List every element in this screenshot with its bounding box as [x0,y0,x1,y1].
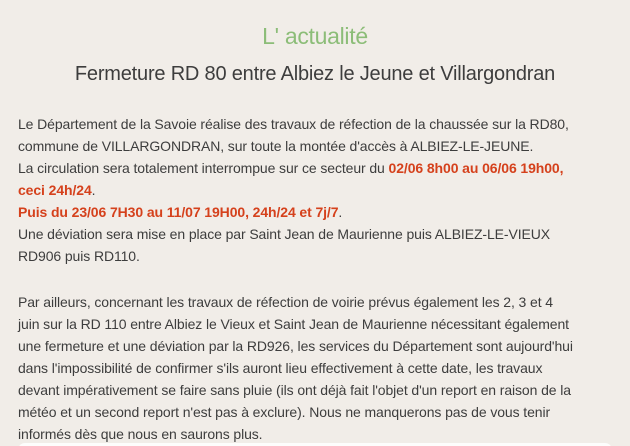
text-segment: La circulation sera totalement interrompue sur ce secteur du [18,160,389,176]
text-segment: commune de VILLARGONDRAN, sur toute la montée d'accès à ALBIEZ-LE-JEUNE. [18,138,534,154]
alert-text-segment: ceci 24h/24 [18,182,92,198]
body-line [18,379,612,401]
body-line [18,357,612,379]
body-line [18,335,612,357]
article-body [0,113,630,445]
body-line [18,179,612,201]
text-segment: . [91,182,96,198]
article-heading: Fermeture RD 80 entre Albiez le Jeune et Villargondran [74,63,556,85]
body-line [18,423,612,445]
text-segment: juin sur la RD 110 entre Albiez le Vieux et Saint Jean de Maurienne nécessitant également [18,316,569,332]
body-line [18,245,612,267]
body-line [18,401,612,423]
body-line [18,291,612,313]
text-segment: Une déviation sera mise en place par Saint Jean de Maurienne puis ALBIEZ-LE-VIEUX [18,226,550,242]
text-segment: une fermeture et une déviation par la RD926, les services du Département sont aujourd'hui [18,338,573,354]
text-segment: Le Département de la Savoie réalise des travaux de réfection de la chaussée sur la RD80, [18,116,569,132]
text-segment: Par ailleurs, concernant les travaux de réfection de voirie prévus également les 2, 3 et 4 [18,294,553,310]
body-line [18,201,612,223]
body-line [18,135,612,157]
alert-text-segment: 02/06 8h00 au 06/06 19h00, [388,160,564,176]
body-line [18,157,612,179]
text-segment: . [338,204,343,220]
text-segment: dans l'impossibilité de confirmer s'ils auront lieu effectivement à cette date, les travaux [18,360,543,376]
section-title: L' actualité [262,23,368,49]
body-line [18,313,612,335]
article-paragraph-2 [18,291,612,445]
article-paragraph-1 [18,113,612,267]
body-line [18,223,612,245]
body-line [18,113,612,135]
text-segment: météo et un second report n'est pas à exclure). Nous ne manquerons pas de vous tenir [18,404,551,420]
alert-text-segment: Puis du 23/06 7H30 au 11/07 19H00, 24h/24 et 7j/7 [18,204,339,220]
text-segment: devant impérativement se faire sans pluie (ils ont déjà fait l'objet d'un report en raison de la [18,382,571,398]
text-segment: RD906 puis RD110. [18,248,140,264]
text-segment: informés dès que nous en saurons plus. [18,426,263,442]
